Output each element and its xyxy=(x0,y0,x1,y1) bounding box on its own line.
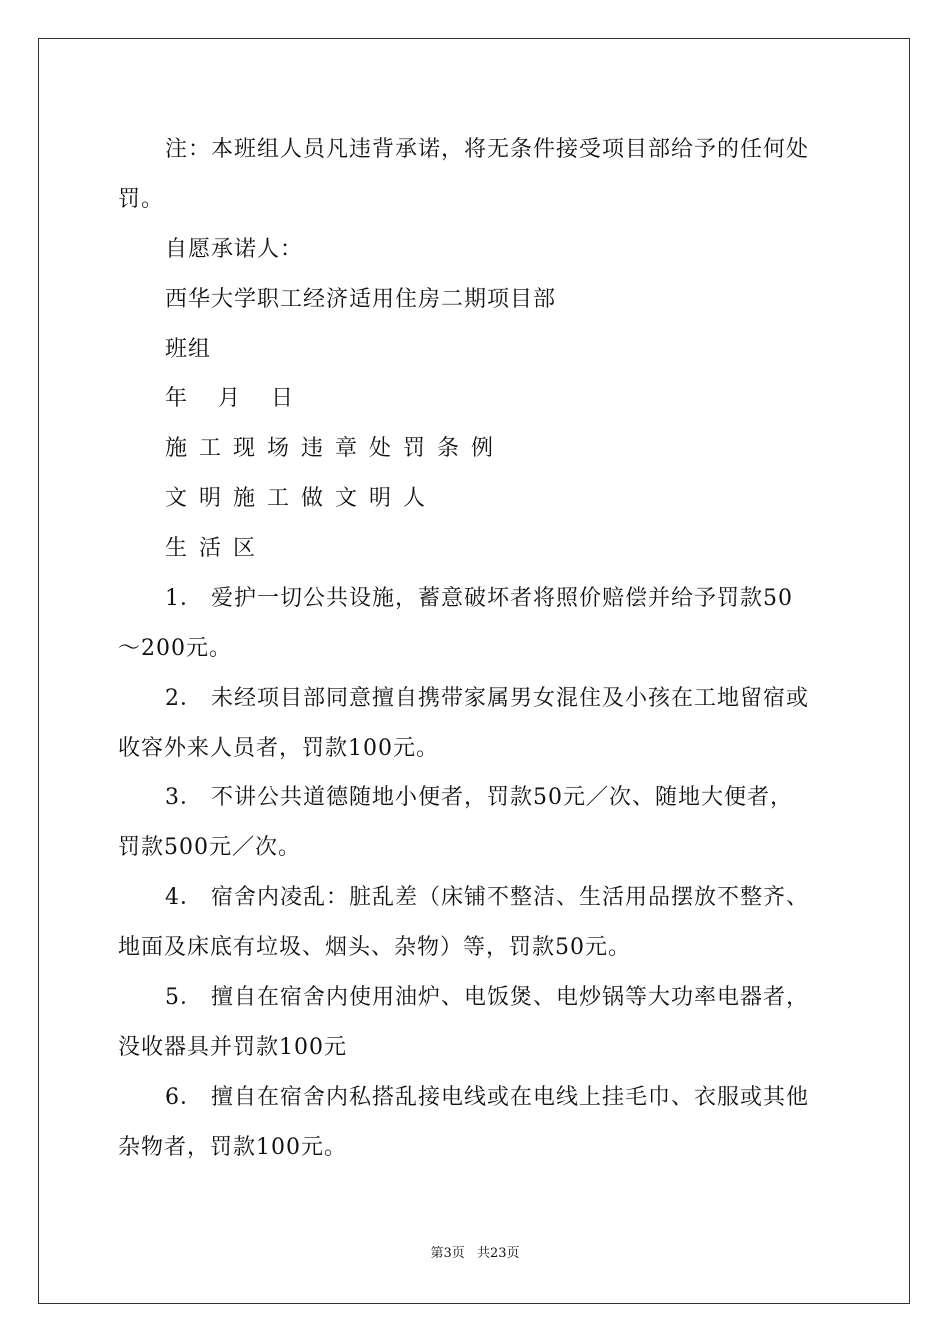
text-line: 年 月 日 xyxy=(165,386,305,411)
page-number: 第3页 xyxy=(430,1246,465,1261)
rule-item: 1． 爱护一切公共设施，蓄意破坏者将照价赔偿并给予罚款50 xyxy=(165,586,793,611)
page-border xyxy=(38,38,910,1304)
rule-item-cont: 收容外来人员者，罚款100元。 xyxy=(118,736,439,761)
text-line: 西华大学职工经济适用住房二期项目部 xyxy=(165,287,557,312)
rule-item: 4． 宿舍内凌乱：脏乱差（床铺不整洁、生活用品摆放不整齐、 xyxy=(165,885,809,910)
text-line: 罚。 xyxy=(118,187,165,212)
section-heading: 文明施工做文明人 xyxy=(165,486,438,511)
rule-item: 3． 不讲公共道德随地小便者，罚款50元／次、随地大便者， xyxy=(165,785,793,810)
rule-item-cont: 杂物者，罚款100元。 xyxy=(118,1135,347,1160)
rule-item: 2． 未经项目部同意擅自携带家属男女混住及小孩在工地留宿或 xyxy=(165,686,809,711)
page-footer xyxy=(0,1245,950,1263)
rule-item-cont: 没收器具并罚款100元 xyxy=(118,1035,347,1060)
section-heading: 生活区 xyxy=(165,536,268,561)
rule-item: 5． 擅自在宿舍内使用油炉、电饭煲、电炒锅等大功率电器者， xyxy=(165,985,809,1010)
page-total: 共23页 xyxy=(476,1246,520,1261)
text-line: 班组 xyxy=(165,337,212,362)
text-line: 自愿承诺人： xyxy=(165,237,304,262)
rule-item-cont: 地面及床底有垃圾、烟头、杂物）等，罚款50元。 xyxy=(118,935,631,960)
section-heading: 施工现场违章处罚条例 xyxy=(165,436,506,461)
rule-item-cont: 罚款500元／次。 xyxy=(118,835,301,860)
rule-item-cont: ～200元。 xyxy=(118,636,232,661)
rule-item: 6． 擅自在宿舍内私搭乱接电线或在电线上挂毛巾、衣服或其他 xyxy=(165,1085,809,1110)
text-line: 注：本班组人员凡违背承诺，将无条件接受项目部给予的任何处 xyxy=(165,137,810,162)
